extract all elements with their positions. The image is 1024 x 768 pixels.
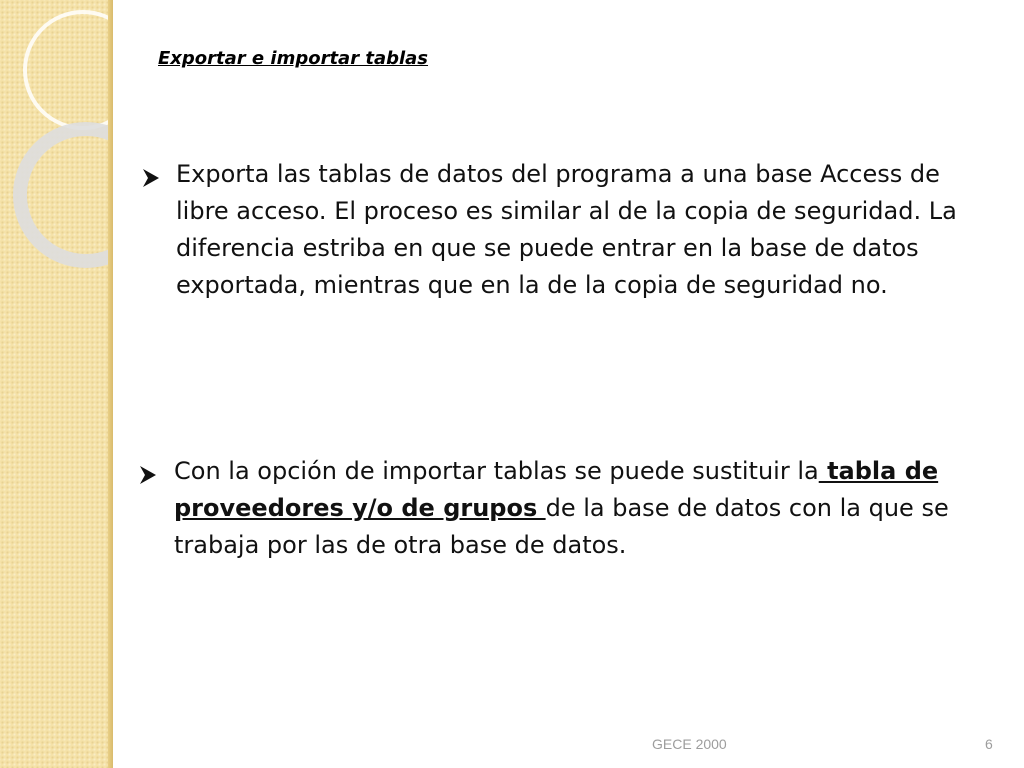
slide-title: Exportar e importar tablas [158,48,429,69]
bullet-import-emphasis: tabla de proveedores y/o de grupos [174,457,939,522]
bullet-import-text-before: Con la opción de importar tablas se puede sustituir la [174,457,819,485]
bullet-import-text-after: de la base de datos con la que se trabaja por las de otra base de datos. [174,494,949,559]
decorative-sidebar [0,0,113,768]
bullet-import [137,453,997,564]
bullet-import-text [174,453,989,564]
footer-label: GECE 2000 [652,736,727,752]
arrow-right-bullet-icon [137,464,159,486]
bullet-export [140,156,990,304]
decorative-rings-icon [0,0,113,768]
arrow-right-bullet-icon [140,167,162,189]
bullet-export-text: Exporta las tablas de datos del programa a una base Access de libre acceso. El proceso es similar al de la copia de seguridad. La diferencia estriba en que se puede entrar en la base de datos exportada, mientras que en la de la copia de seguridad no. [176,160,957,299]
page-number: 6 [985,736,993,752]
sidebar-edge [108,0,113,768]
